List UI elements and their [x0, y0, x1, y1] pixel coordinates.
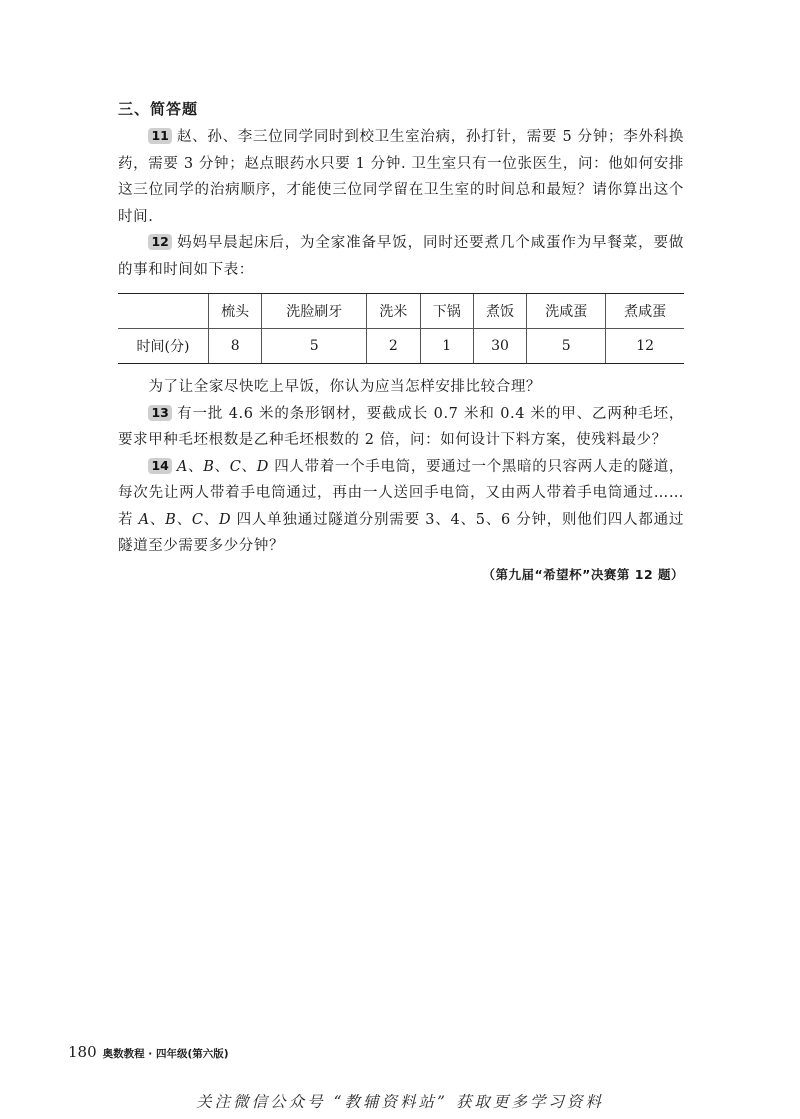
table-header-cell: 煮咸蛋 — [606, 294, 684, 329]
variable-a: A — [138, 511, 150, 528]
problem-11 — [118, 124, 684, 230]
variable-c: C — [191, 511, 204, 528]
problem-13 — [118, 401, 684, 454]
problem-text: 有一批 4.6 米的条形钢材，要截成长 0.7 米和 0.4 米的甲、乙两种毛坯，要求甲种毛坯根数是乙种毛坯根数的 2 倍，问：如何设计下料方案，使残料最少？ — [118, 405, 684, 448]
variable-c: C — [229, 458, 242, 475]
problem-14 — [118, 454, 684, 560]
problem-text: 、 — [176, 511, 192, 528]
problem-text: 、 — [241, 458, 257, 475]
table-header-cell: 下锅 — [420, 294, 473, 329]
page-footer — [68, 1043, 229, 1061]
table-cell: 12 — [606, 329, 684, 364]
table-header-cell: 洗咸蛋 — [527, 294, 606, 329]
book-title: 奥数教程 · 四年级(第六版) — [102, 1048, 229, 1060]
table-header-cell: 煮饭 — [473, 294, 526, 329]
table-cell: 5 — [527, 329, 606, 364]
table-header-cell: 洗米 — [367, 294, 420, 329]
table-cell: 5 — [262, 329, 367, 364]
table-cell: 8 — [209, 329, 262, 364]
problem-number-badge: 13 — [148, 405, 171, 421]
problem-text: 四人带着一个手电筒，要通过一个黑暗的只容两人走的隧道，每次先让两人带着手电筒通过，再由一人送回手电筒，又由两人带着手电筒通过……若 — [118, 458, 684, 528]
table-cell: 2 — [367, 329, 420, 364]
table-header-cell: 梳头 — [209, 294, 262, 329]
table-cell: 1 — [420, 329, 473, 364]
problem-text: 妈妈早晨起床后，为全家准备早饭，同时还要煮几个咸蛋作为早餐菜，要做的事和时间如下表： — [118, 235, 684, 278]
variable-b: B — [165, 511, 177, 528]
variable-b: B — [203, 458, 215, 475]
table-header-cell: 洗脸刷牙 — [262, 294, 367, 329]
problem-12-question: 为了让全家尽快吃上早饭，你认为应当怎样安排比较合理？ — [148, 379, 542, 395]
section-heading: 三、简答题 — [118, 100, 199, 118]
problem-text: 四人单独通过隧道分别需要 3、4、5、6 分钟，则他们四人都通过隧道至少需要多少分钟？ — [118, 511, 684, 554]
watermark-text: 关注微信公众号 “教辅资料站” 获取更多学习资料 — [196, 1093, 604, 1111]
problem-text: 、 — [187, 458, 204, 475]
page-content — [118, 96, 684, 588]
problem-text: 、 — [149, 511, 166, 528]
problem-number-badge: 14 — [148, 458, 171, 474]
problem-number-badge: 12 — [148, 234, 171, 250]
schedule-table — [118, 293, 684, 364]
page-number: 180 — [68, 1043, 97, 1061]
table-row — [118, 329, 684, 364]
variable-d: D — [256, 458, 269, 475]
variable-a: A — [176, 458, 188, 475]
variable-d: D — [219, 511, 232, 528]
source-note: （第九届“希望杯”决赛第 12 题） — [482, 566, 684, 582]
problem-number-badge: 11 — [148, 128, 171, 144]
table-row-label: 时间(分) — [118, 329, 209, 364]
problem-text: 赵、孙、李三位同学同时到校卫生室治病，孙打针，需要 5 分钟；李外科换药，需要 3 分钟；赵点眼药水只要 1 分钟. 卫生室只有一位张医生，问：他如何安排这三位同学的治病顺序，才能使三位同学留在卫生室的时间总和最短？请你算出这个时间. — [118, 129, 684, 225]
table-header-cell — [118, 294, 209, 329]
table-header-row — [118, 294, 684, 329]
problem-text: 、 — [203, 511, 220, 528]
problem-12 — [118, 230, 684, 283]
table-cell: 30 — [473, 329, 526, 364]
problem-text: 、 — [214, 458, 230, 475]
